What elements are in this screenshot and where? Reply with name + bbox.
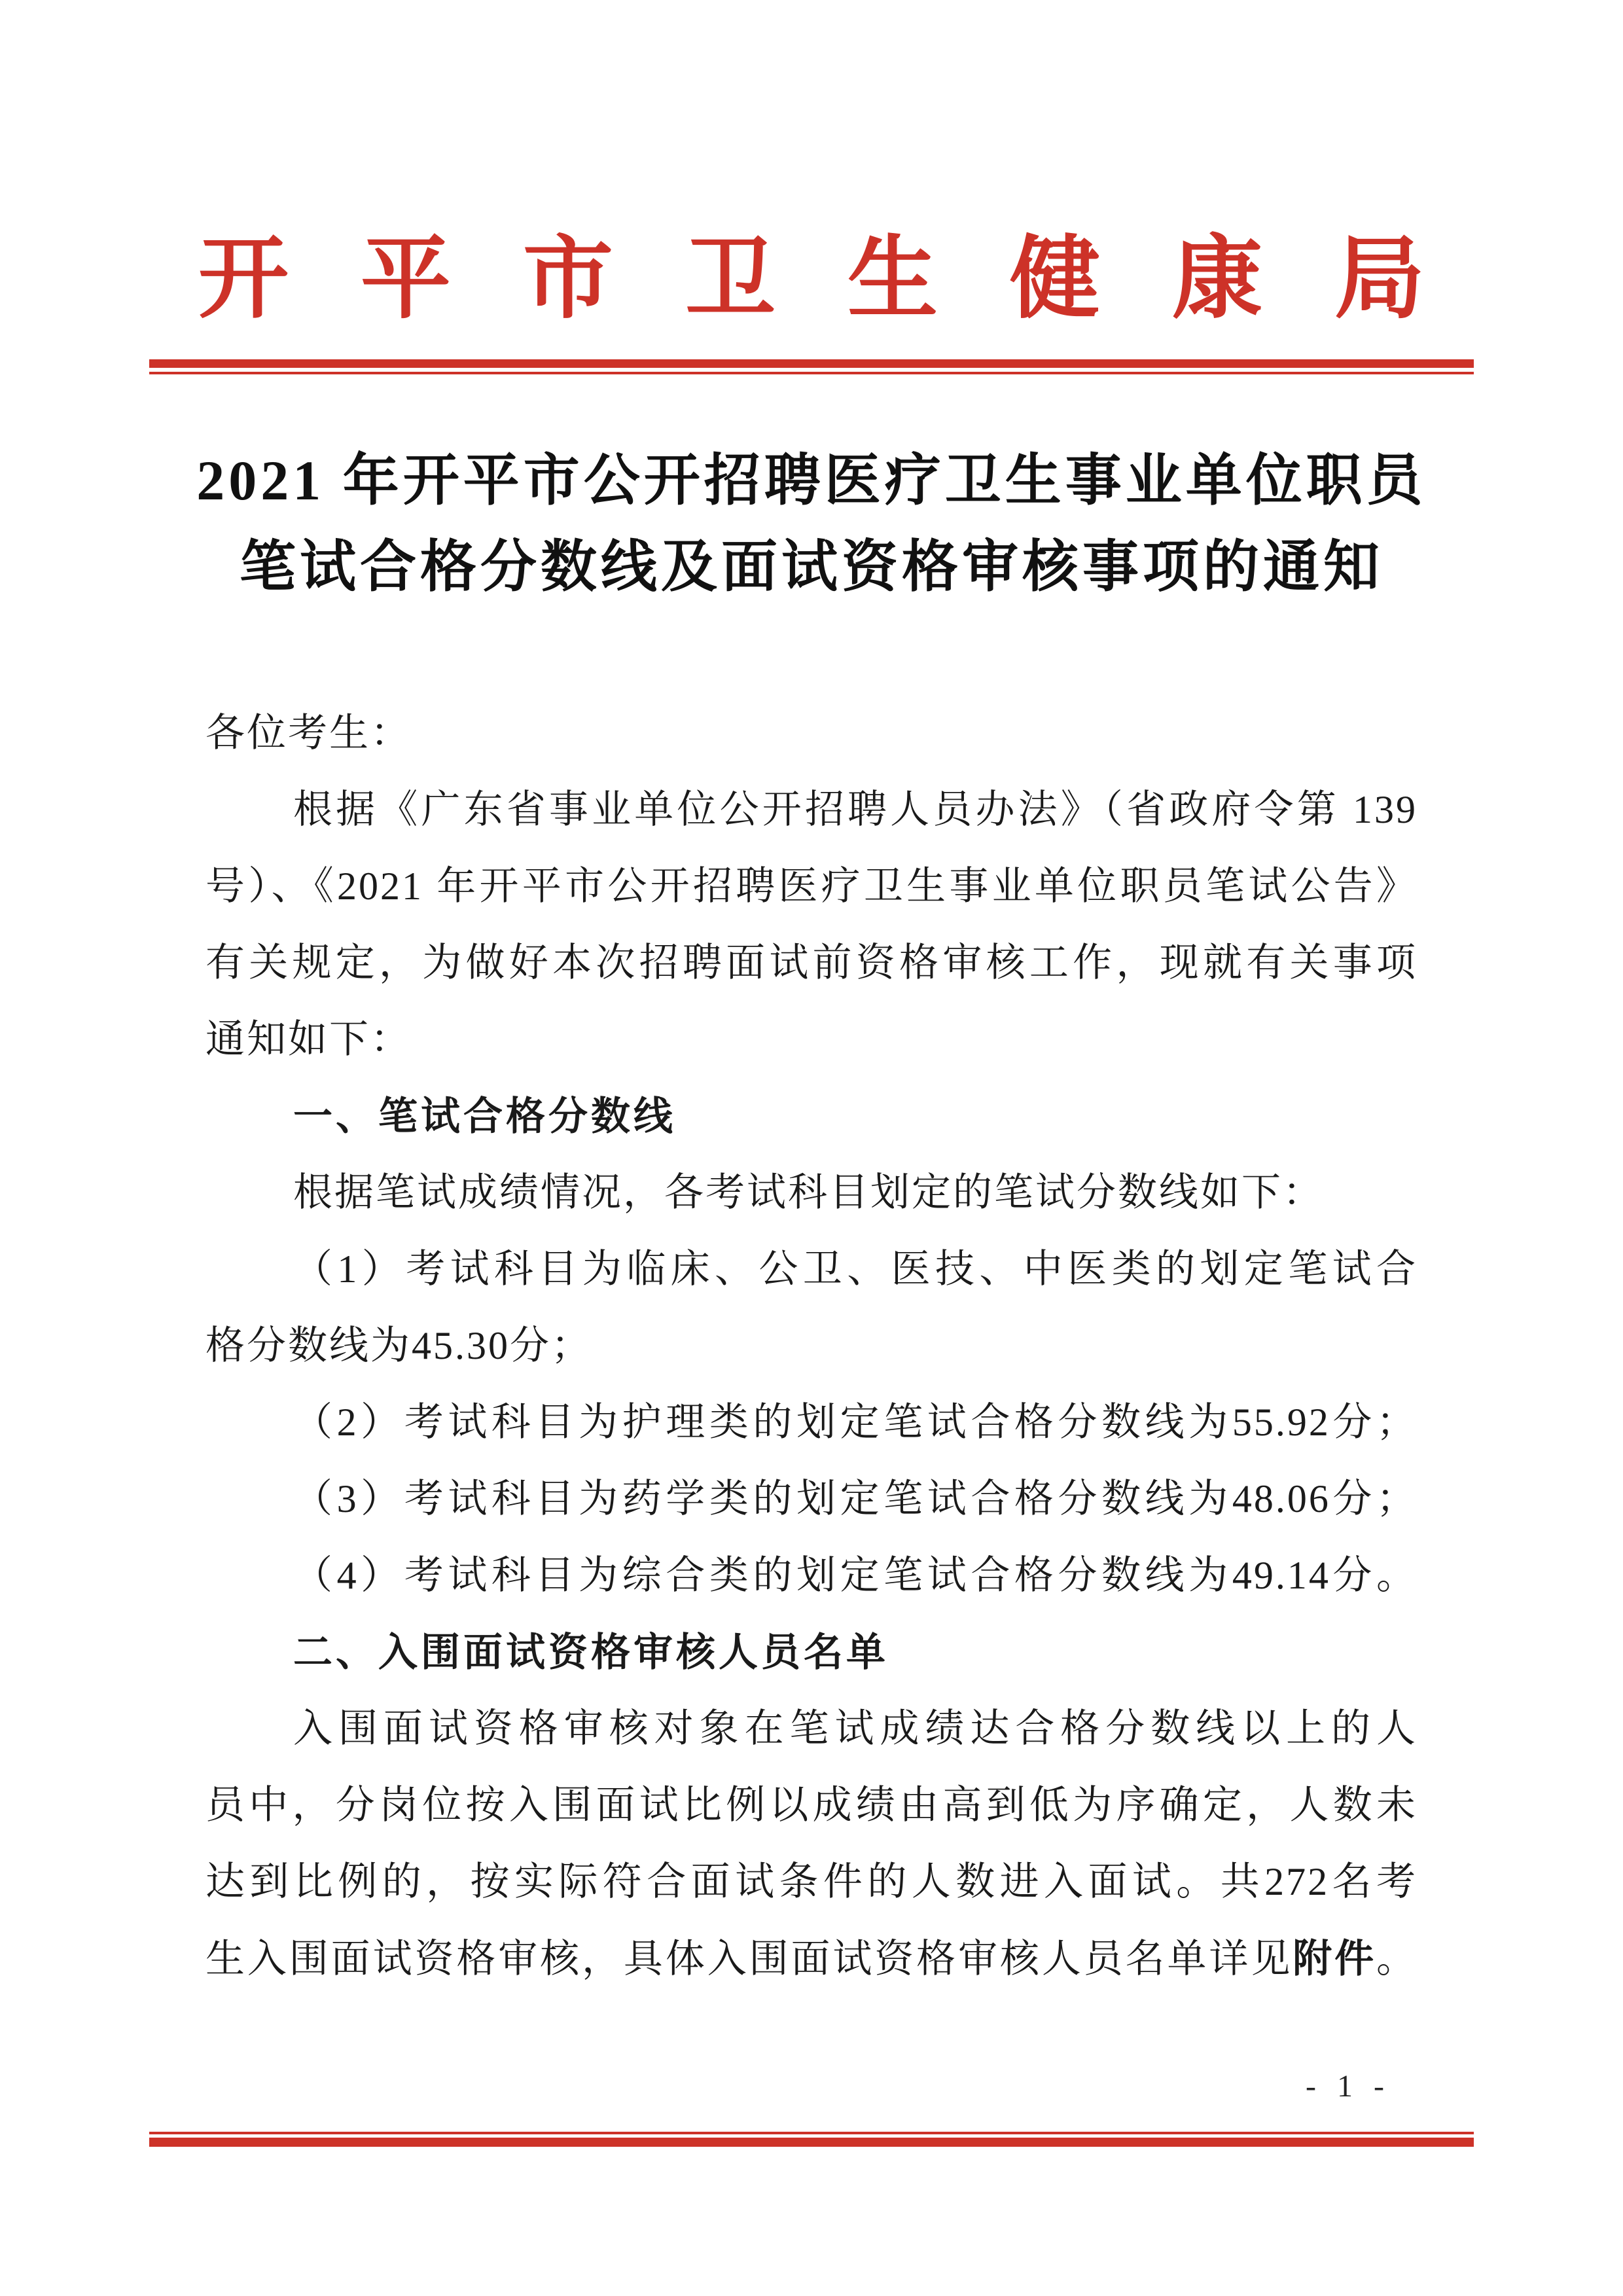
document-body (205, 695, 1418, 1997)
document-title-line2: 笔试合格分数线及面试资格审核事项的通知 (240, 535, 1383, 598)
closing-text: 生入围面试资格审核，具体入围面试资格审核人员名单详见 (205, 1937, 1293, 1981)
footer-rule-thick (149, 2138, 1474, 2147)
section-2-line2: 员中，分岗位按入围面试比例以成绩由高到低为序确定，人数未 (205, 1784, 1418, 1827)
paragraph-intro-line3: 有关规定，为做好本次招聘面试前资格审核工作，现就有关事项 (205, 941, 1418, 984)
score-item-3: （3）考试科目为药学类的划定笔试合格分数线为48.06分； (293, 1477, 1418, 1520)
score-item-1-line1: （1）考试科目为临床、公卫、医技、中医类的划定笔试合 (293, 1247, 1418, 1291)
section-2-line4 (205, 1920, 1418, 1997)
page-number: - 1 - (1306, 2069, 1391, 2104)
document-title (0, 437, 1623, 610)
document-title-line1: 2021 年开平市公开招聘医疗卫生事业单位职员 (196, 449, 1427, 512)
footer-rule-thin (149, 2132, 1474, 2134)
salutation: 各位考生： (205, 711, 412, 755)
score-item-2: （2）考试科目为护理类的划定笔试合格分数线为55.92分； (293, 1401, 1418, 1444)
closing-period: 。 (1376, 1937, 1418, 1981)
letterhead-rule-thin (149, 372, 1474, 374)
section-2-heading: 二、入围面试资格审核人员名单 (293, 1630, 889, 1674)
letterhead-rule-thick (149, 359, 1474, 368)
section-1-lead: 根据笔试成绩情况，各考试科目划定的笔试分数线如下： (293, 1171, 1324, 1214)
paragraph-intro-line1: 根据《广东省事业单位公开招聘人员办法》（省政府令第 139 (293, 788, 1418, 831)
letterhead-org-name: 开平市卫生健康局 (198, 229, 1497, 329)
section-1-heading: 一、笔试合格分数线 (293, 1094, 676, 1138)
paragraph-intro-line4: 通知如下： (205, 1018, 412, 1061)
section-2-line3: 达到比例的，按实际符合面试条件的人数进入面试。共272名考 (205, 1860, 1418, 1903)
section-2-line1: 入围面试资格审核对象在笔试成绩达合格分数线以上的人 (293, 1707, 1418, 1750)
paragraph-intro-line2: 号）、《2021 年开平市公开招聘医疗卫生事业单位职员笔试公告》 (205, 865, 1418, 908)
score-item-4: （4）考试科目为综合类的划定笔试合格分数线为49.14分。 (293, 1554, 1418, 1597)
attachment-reference: 附件 (1293, 1937, 1377, 1981)
score-item-1-line2: 格分数线为45.30分； (205, 1324, 592, 1367)
